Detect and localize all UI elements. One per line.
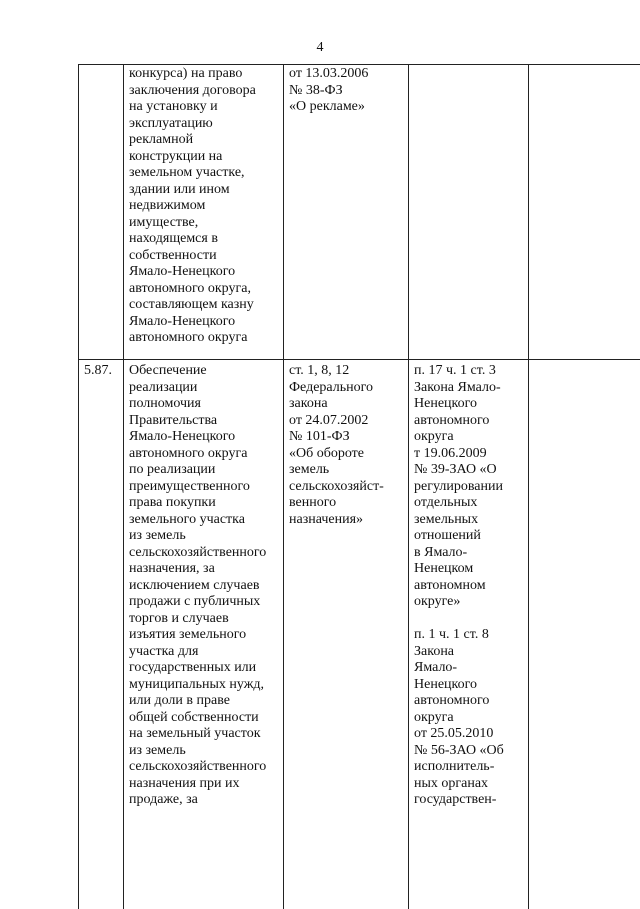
row-number-cell: 5.87. — [84, 363, 112, 378]
federal-law-cell: от 13.03.2006 № 38-ФЗ «О рекламе» — [289, 66, 369, 114]
description-cell: конкурса) на право заключения договора на установку и эксплуатацию рекламной конструкции на земельном участке, здании или ином недвижимом имуществе, находящемся в собственности Ямало-Ненецкого автономного округа, составляющем казну Ямало-Ненецкого автономного округа — [129, 66, 256, 345]
federal-law-cell: ст. 1, 8, 12 Федерального закона от 24.07.2002 № 101-ФЗ «Об обороте земель сельскохозяйст- венного назначения» — [289, 363, 384, 527]
regional-law-cell: п. 17 ч. 1 ст. 3 Закона Ямало- Ненецкого автономного округа т 19.06.2009 № 39-ЗАО «О регулировании отдельных земельных отношений в Ямало- Ненецком автономном округе» п. 1 ч. 1 ст. 8 Закона Ямало- Ненецкого автономного округа от 25.05.2010 № 56-ЗАО «Об исполнитель- ных органах государствен- — [414, 363, 504, 807]
document-table — [78, 64, 640, 909]
page-number: 4 — [316, 40, 324, 55]
description-cell: Обеспечение реализации полномочия Правительства Ямало-Ненецкого автономного округа по реализации преимущественного права покупки земельного участка из земель сельскохозяйственного назначения, за исключением случаев продажи с публичных торгов и случаев изъятия земельного участка для государственных или муниципальных нужд, или доли в праве общей собственности на земельный участок из земель сельскохозяйственного назначения при их продаже, за — [129, 363, 267, 807]
